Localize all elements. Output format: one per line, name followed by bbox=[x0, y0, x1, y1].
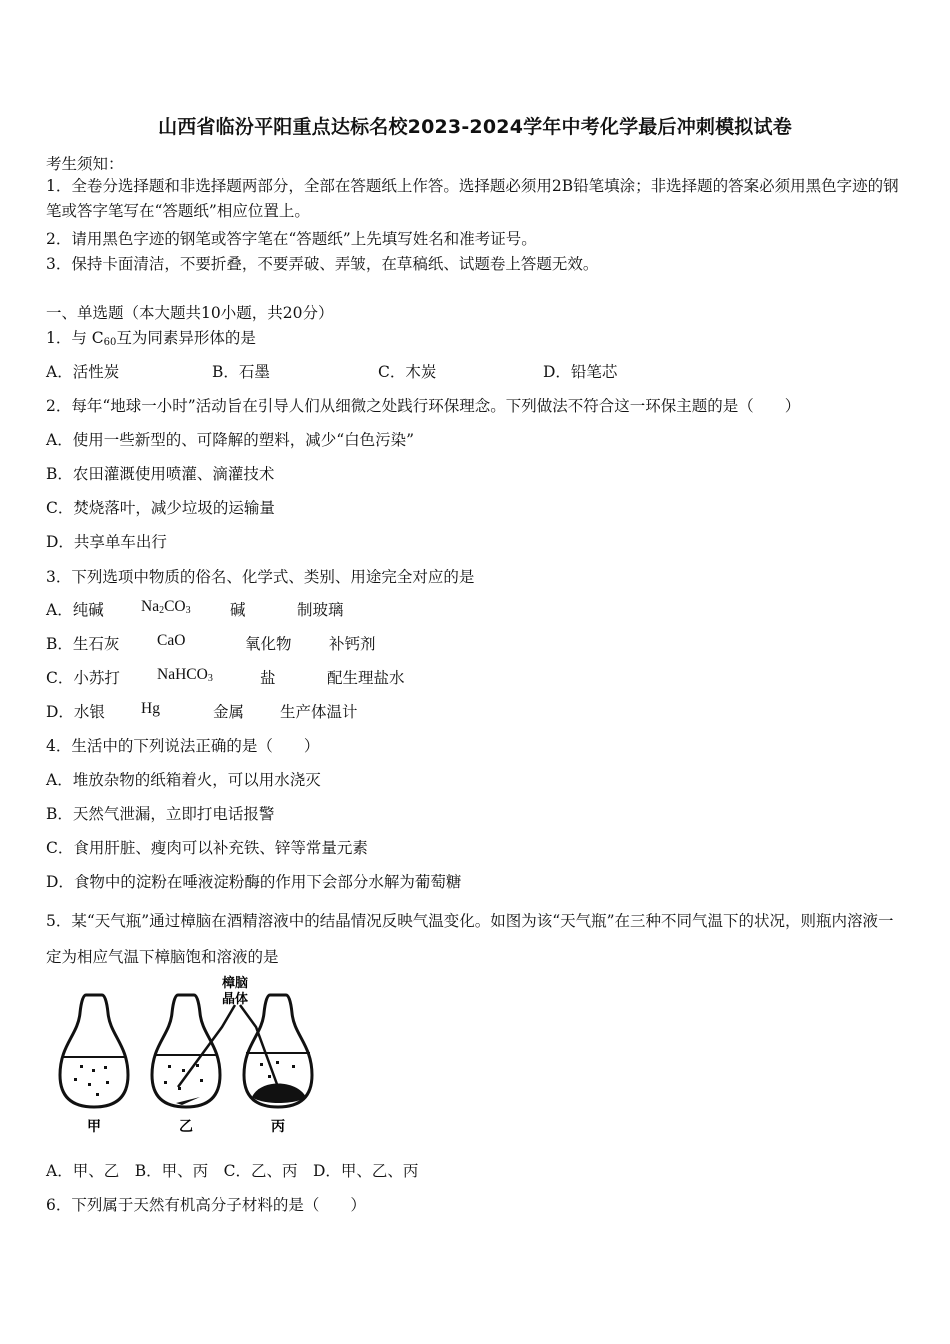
q2-stem: 2．每年“地球一小时”活动旨在引导人们从细微之处践行环保理念。下列做法不符合这一环保主题的是（ ） bbox=[46, 397, 801, 415]
label-crystal-line1: 樟脑 bbox=[221, 976, 249, 991]
q3-stem: 3．下列选项中物质的俗名、化学式、类别、用途完全对应的是 bbox=[46, 568, 475, 586]
flask-yi bbox=[152, 995, 220, 1107]
q1-stem-post: 互为同素异形体的是 bbox=[116, 329, 256, 347]
q1-stem-pre: 1．与 C bbox=[46, 329, 104, 347]
label-yi: 乙 bbox=[179, 1119, 193, 1135]
q3-row-d-formula: Hg bbox=[141, 700, 160, 717]
formula-sub: 3 bbox=[185, 605, 191, 616]
q3-row-a-label: A．纯碱 bbox=[46, 601, 104, 619]
q6-stem: 6．下列属于天然有机高分子材料的是（ ） bbox=[46, 1196, 366, 1214]
q3-row-a-formula bbox=[141, 598, 191, 616]
flask-yi-dots bbox=[164, 1064, 203, 1090]
flask-yi-crystals bbox=[176, 1097, 200, 1105]
q4-option-d: D．食物中的淀粉在唾液淀粉酶的作用下会部分水解为葡萄糖 bbox=[46, 873, 462, 891]
q2-option-a: A．使用一些新型的、可降解的塑料，减少“白色污染” bbox=[46, 431, 415, 449]
notice-item-1: 1．全卷分选择题和非选择题两部分，全部在答题纸上作答。选择题必须用2B铅笔填涂；非选择题的答案必须用黑色字迹的钢笔或答字笔写在“答题纸”相应位置上。 bbox=[46, 177, 899, 220]
q3-row-a-use: 制玻璃 bbox=[297, 601, 344, 619]
q3-row-c-category: 盐 bbox=[260, 669, 276, 687]
q2-option-c: C．焚烧落叶，减少垃圾的运输量 bbox=[46, 499, 275, 517]
label-bing: 丙 bbox=[271, 1119, 285, 1135]
q1-option-c: C．木炭 bbox=[378, 363, 437, 381]
q2-option-d: D．共享单车出行 bbox=[46, 533, 167, 551]
q3-row-c-formula bbox=[157, 666, 213, 684]
label-crystal-line2: 晶体 bbox=[221, 992, 249, 1007]
q5-stem: 5．某“天气瓶”通过樟脑在酒精溶液中的结晶情况反映气温变化。如图为该“天气瓶”在三种不同气温下的状况，则瓶内溶液一定为相应气温下樟脑饱和溶液的是 bbox=[46, 912, 894, 966]
q3-row-c-use: 配生理盐水 bbox=[327, 669, 405, 687]
q3-row-a-category: 碱 bbox=[230, 601, 246, 619]
q1-option-b: B．石墨 bbox=[212, 363, 270, 381]
q3-row-d-use: 生产体温计 bbox=[280, 703, 358, 721]
notice-heading: 考生须知： bbox=[46, 155, 124, 173]
q3-row-b-use: 补钙剂 bbox=[329, 635, 376, 653]
page-title: 山西省临汾平阳重点达标名校2023-2024学年中考化学最后冲刺模拟试卷 bbox=[158, 116, 792, 138]
flask-jia bbox=[60, 995, 128, 1107]
notice-item-3: 3．保持卡面清洁，不要折叠，不要弄破、弄皱，在草稿纸、试题卷上答题无效。 bbox=[46, 255, 599, 273]
weather-bottle-figure bbox=[50, 975, 320, 1140]
flask-bing-dots bbox=[260, 1061, 295, 1078]
formula-part: CO bbox=[164, 598, 186, 615]
q3-row-d-label: D．水银 bbox=[46, 703, 105, 721]
q3-row-c-label: C．小苏打 bbox=[46, 669, 120, 687]
notice-item-2: 2．请用黑色字迹的钢笔或答字笔在“答题纸”上先填写姓名和准考证号。 bbox=[46, 230, 537, 248]
formula-sub: 2 bbox=[159, 605, 165, 616]
q1-stem-sub: 60 bbox=[103, 337, 117, 348]
label-jia: 甲 bbox=[87, 1119, 101, 1135]
formula-sub: 3 bbox=[207, 673, 213, 684]
flask-jia-dots bbox=[74, 1065, 109, 1096]
q1-option-d: D．铅笔芯 bbox=[543, 363, 618, 381]
formula-part: Na bbox=[141, 598, 160, 615]
q4-option-b: B．天然气泄漏，立即打电话报警 bbox=[46, 805, 275, 823]
q3-row-d-category: 金属 bbox=[213, 703, 245, 721]
q3-row-b-label: B．生石灰 bbox=[46, 635, 120, 653]
q4-option-a: A．堆放杂物的纸箱着火，可以用水浇灭 bbox=[46, 771, 321, 789]
formula-part: NaHCO bbox=[157, 666, 208, 683]
q3-row-b-category: 氧化物 bbox=[245, 635, 292, 653]
q1-option-a: A．活性炭 bbox=[46, 363, 120, 381]
q1-stem bbox=[46, 326, 256, 348]
q3-row-b-formula: CaO bbox=[157, 632, 186, 649]
q2-option-b: B．农田灌溉使用喷灌、滴灌技术 bbox=[46, 465, 275, 483]
q5-answers: A．甲、乙 B．甲、丙 C．乙、丙 D．甲、乙、丙 bbox=[46, 1162, 419, 1180]
section-heading: 一、单选题（本大题共10小题，共20分） bbox=[46, 304, 334, 322]
q4-stem: 4．生活中的下列说法正确的是（ ） bbox=[46, 737, 320, 755]
q4-option-c: C．食用肝脏、瘦肉可以补充铁、锌等常量元素 bbox=[46, 839, 368, 857]
